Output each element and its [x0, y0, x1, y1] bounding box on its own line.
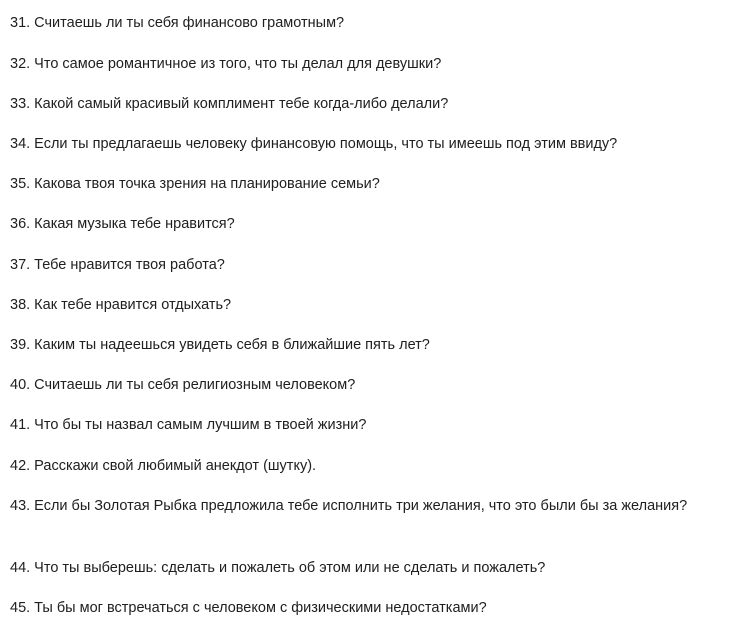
question-32: 32. Что самое романтичное из того, что ты делал для девушки?	[10, 56, 442, 72]
question-35: 35. Какова твоя точка зрения на планирование семьи?	[10, 176, 380, 192]
question-38: 38. Как тебе нравится отдыхать?	[10, 297, 232, 313]
question-42: 42. Расскажи свой любимый анекдот (шутку).	[10, 458, 317, 474]
question-31: 31. Считаешь ли ты себя финансово грамотным?	[10, 15, 345, 31]
question-33: 33. Какой самый красивый комплимент тебе когда-либо делали?	[10, 96, 449, 112]
question-34: 34. Если ты предлагаешь человеку финансовую помощь, что ты имеешь под этим ввиду?	[10, 136, 618, 152]
question-37: 37. Тебе нравится твоя работа?	[10, 257, 225, 273]
question-39: 39. Каким ты надеешься увидеть себя в ближайшие пять лет?	[10, 337, 430, 353]
question-36: 36. Какая музыка тебе нравится?	[10, 216, 235, 232]
question-41: 41. Что бы ты назвал самым лучшим в твоей жизни?	[10, 417, 367, 433]
question-40: 40. Считаешь ли ты себя религиозным человеком?	[10, 377, 356, 393]
question-44: 44. Что ты выберешь: сделать и пожалеть об этом или не сделать и пожалеть?	[10, 560, 546, 576]
question-45: 45. Ты бы мог встречаться с человеком с физическими недостатками?	[10, 600, 487, 616]
question-43: 43. Если бы Золотая Рыбка предложила тебе исполнить три желания, что это были бы за желания?	[10, 498, 688, 514]
